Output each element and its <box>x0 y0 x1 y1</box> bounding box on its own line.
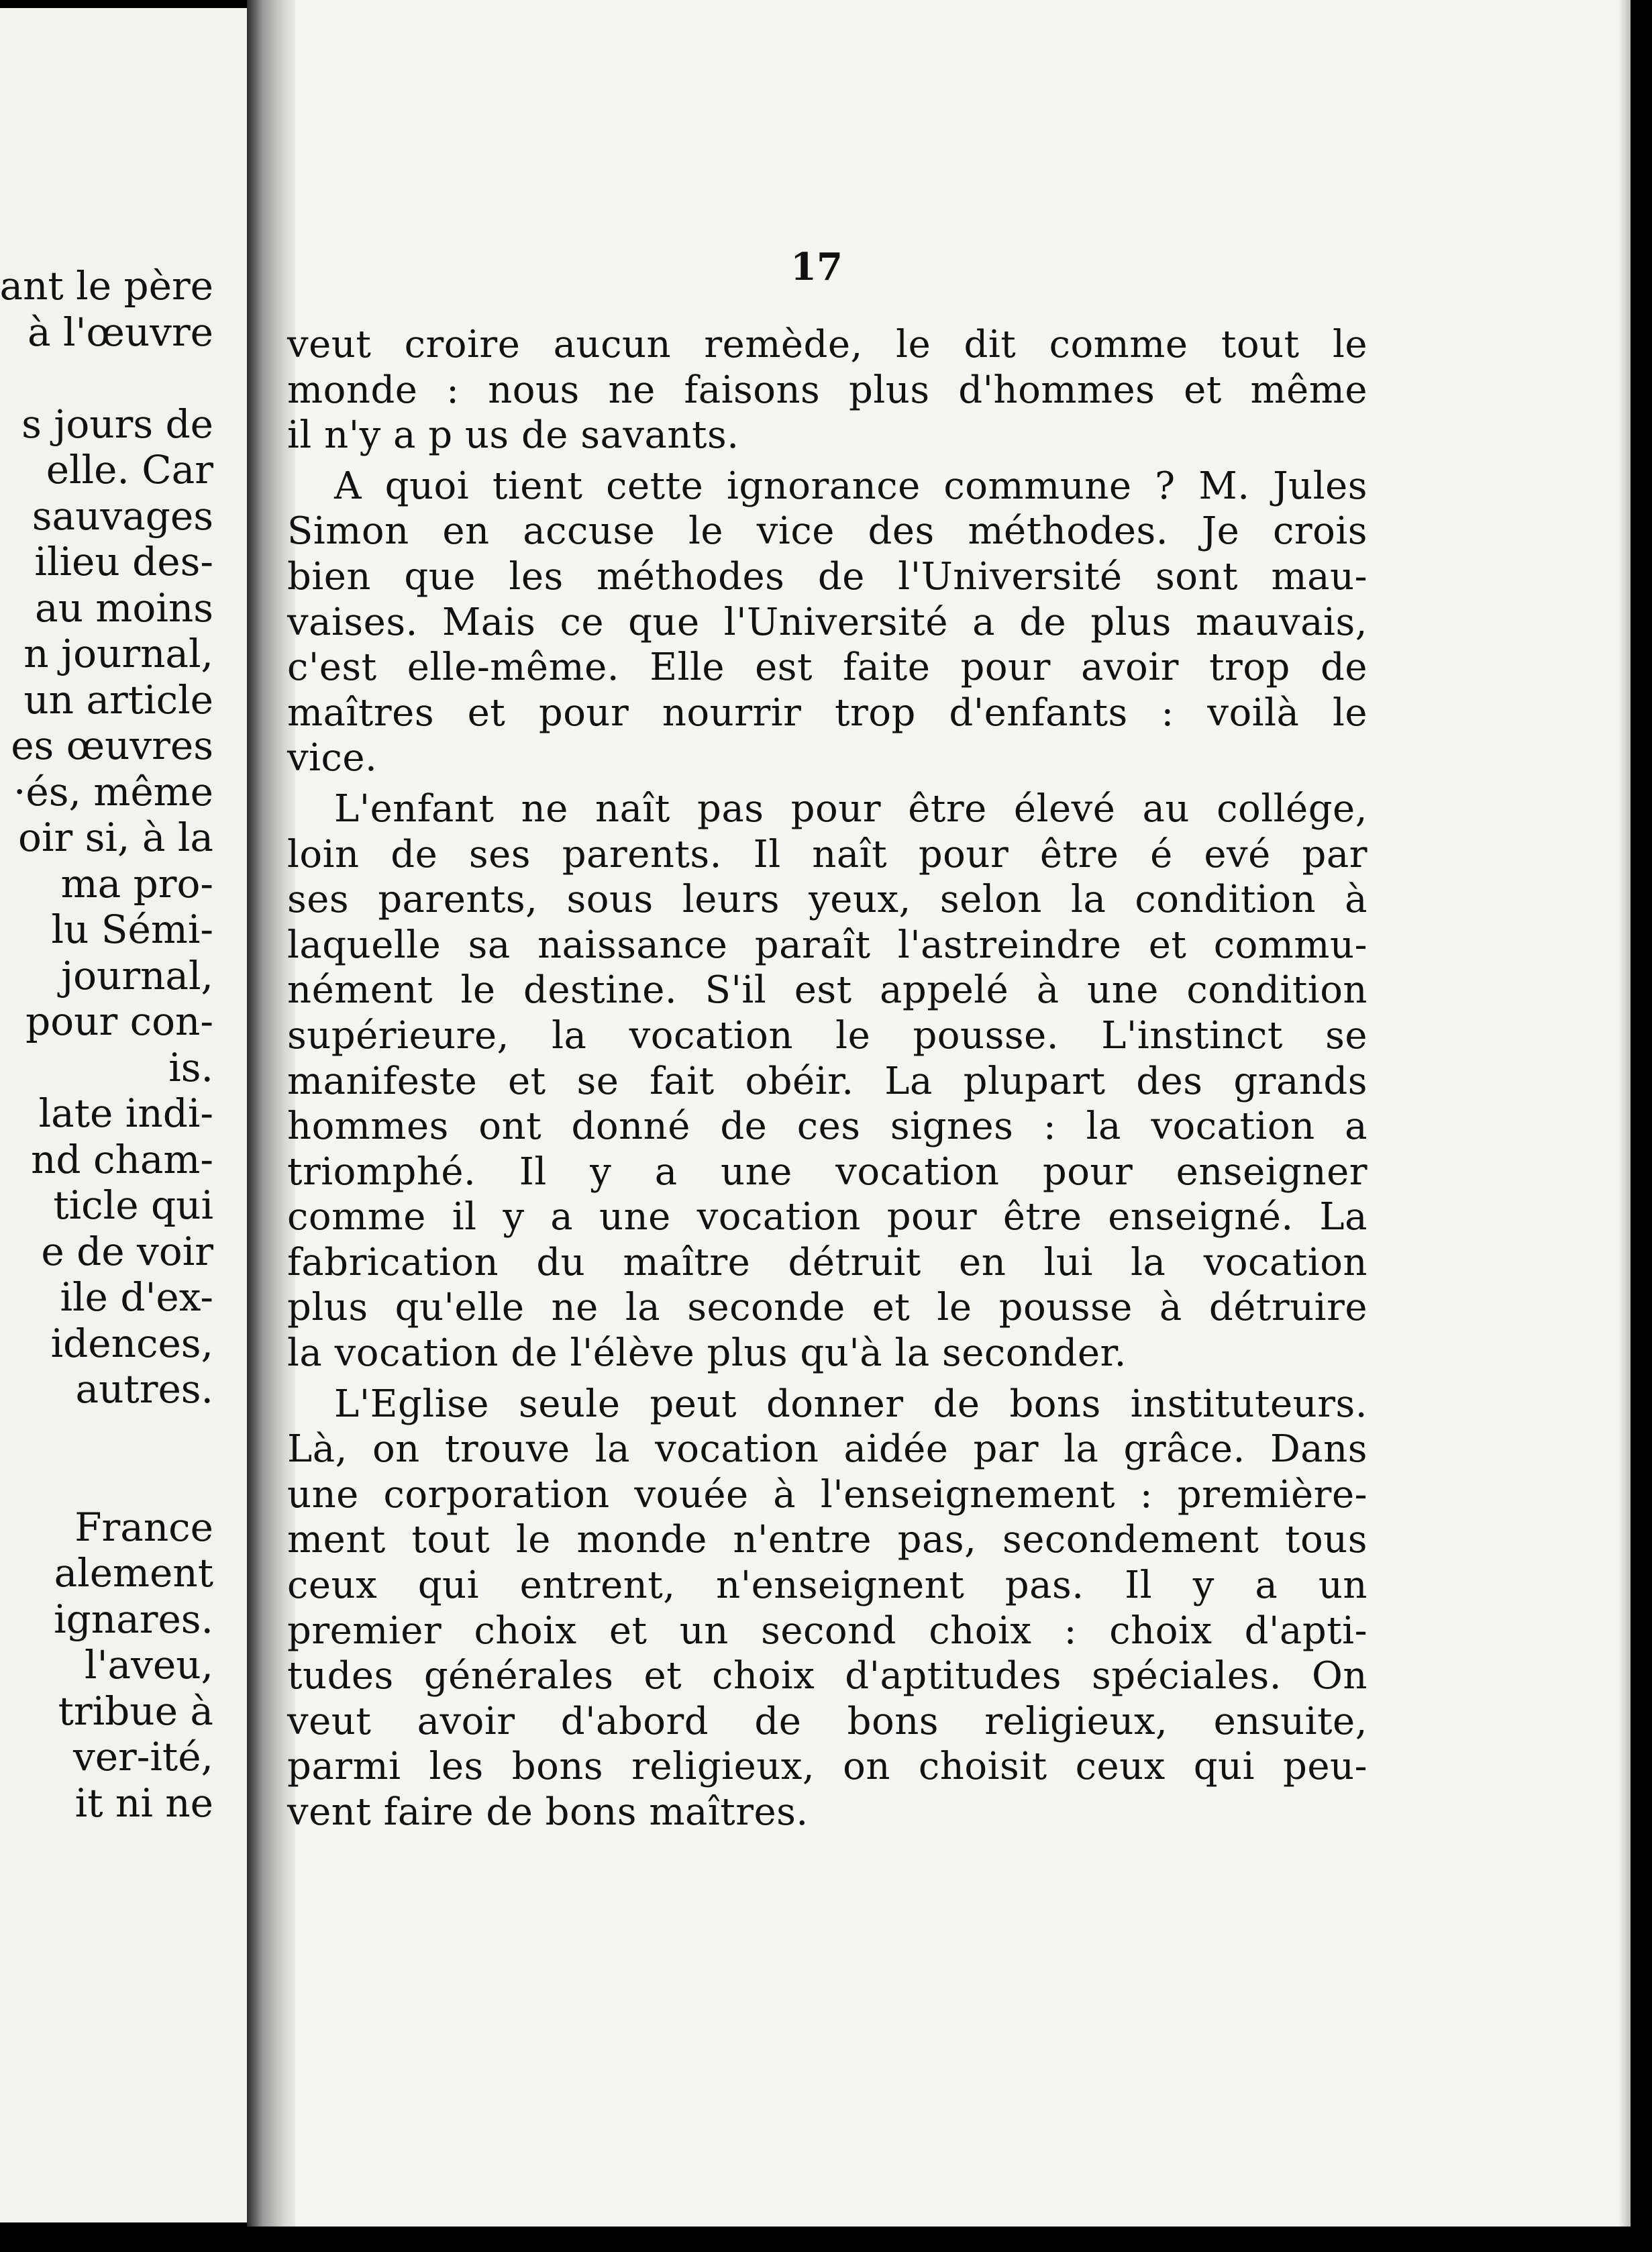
left-fragment-line: ticle qui <box>53 1182 213 1228</box>
text-line: ceux qui entrent, n'enseignent pas. Il y a un <box>287 1564 1367 1608</box>
left-fragment-line: ant le père <box>0 263 213 309</box>
text-line: laquelle sa naissance paraît l'astreindre et commu- <box>287 923 1367 967</box>
left-fragment-line: nd cham- <box>31 1136 213 1182</box>
left-fragment-line: ilieu des- <box>34 539 213 584</box>
paragraph-gap <box>287 458 1367 464</box>
text-line: comme il y a une vocation pour être enseigné. La <box>287 1195 1367 1239</box>
previous-page-fragment <box>0 8 248 2222</box>
left-fragment-line: es œuvres <box>11 723 213 768</box>
text-line: veut croire aucun remède, le dit comme tout le <box>287 323 1367 366</box>
paragraph <box>287 1382 1367 1835</box>
text-line: Simon en accuse le vice des méthodes. Je crois <box>287 509 1367 554</box>
left-fragment-line: journal, <box>61 952 213 999</box>
left-fragment-line: late indi- <box>38 1090 213 1136</box>
left-fragment-line: autres. <box>75 1366 213 1412</box>
text-line: ment tout le monde n'entre pas, secondement tous <box>287 1518 1367 1562</box>
paragraph <box>287 786 1367 1376</box>
text-line: hommes ont donné de ces signes : la vocation a <box>287 1105 1367 1149</box>
text-line: vent faire de bons maîtres. <box>287 1790 809 1834</box>
text-line: c'est elle-même. Elle est faite pour avoir trop de <box>287 646 1367 690</box>
text-line: A quoi tient cette ignorance commune ? M. Jules <box>334 464 1367 508</box>
left-fragment-line: France <box>74 1504 213 1550</box>
left-fragment-line: tribue à <box>58 1688 213 1734</box>
left-fragment-line: sauvages <box>32 493 213 539</box>
text-line: bien que les méthodes de l'Université sont mau- <box>287 554 1367 599</box>
text-line: manifeste et se fait obéir. La plupart des grands <box>287 1059 1367 1103</box>
text-line: fabrication du maître détruit en lui la vocation <box>287 1240 1367 1284</box>
left-fragment-line: s jours de <box>21 401 213 447</box>
text-line: vaises. Mais ce que l'Université a de plus mauvais, <box>287 600 1367 644</box>
body-text <box>287 322 1367 1835</box>
left-fragment-line: ignares. <box>54 1596 213 1642</box>
text-line: triomphé. Il y a une vocation pour enseigner <box>287 1149 1367 1194</box>
left-fragment-line: ma pro- <box>60 860 213 907</box>
text-line: ses parents, sous leurs yeux, selon la condition à <box>287 878 1367 922</box>
left-fragment-line: à l'œuvre <box>27 309 213 355</box>
text-line: une corporation vouée à l'enseignement : première- <box>287 1472 1367 1517</box>
page-number: 17 <box>790 245 843 289</box>
text-line: il n'y a p us de savants. <box>287 413 739 458</box>
text-line: L'enfant ne naît pas pour être élevé au collége, <box>334 786 1367 831</box>
left-fragment-line: au moins <box>35 584 213 631</box>
text-line: supérieure, la vocation le pousse. L'instinct se <box>287 1013 1367 1058</box>
text-line: premier choix et un second choix : choix d'apti- <box>287 1608 1367 1653</box>
text-line: maîtres et pour nourrir trop d'enfants : voilà le <box>287 690 1367 735</box>
left-fragment-line: elle. Car <box>46 447 213 493</box>
text-line: vice. <box>287 736 378 780</box>
text-line: Là, on trouve la vocation aidée par la grâce. Dans <box>287 1427 1367 1472</box>
paragraph-gap <box>287 1376 1367 1382</box>
text-line: monde : nous ne faisons plus d'hommes et même <box>287 368 1367 412</box>
paragraph <box>287 464 1367 781</box>
left-fragment-line: it ni ne <box>74 1780 213 1826</box>
left-fragment-line: idences, <box>50 1320 213 1366</box>
text-line: nément le destine. S'il est appelé à une condition <box>287 968 1367 1013</box>
left-fragment-line: ile d'ex- <box>60 1274 213 1320</box>
paragraph-gap <box>287 781 1367 786</box>
left-fragment-line: ·és, même <box>13 768 213 815</box>
left-fragment-line: oir si, à la <box>18 815 213 860</box>
text-line: loin de ses parents. Il naît pour être é evé par <box>287 832 1367 876</box>
left-fragment-line: lu Sémi- <box>51 907 213 952</box>
text-line: L'Eglise seule peut donner de bons instituteurs. <box>334 1382 1367 1426</box>
text-line: plus qu'elle ne la seconde et le pousse à détruire <box>287 1286 1367 1330</box>
text-line: la vocation de l'élève plus qu'à la seconder. <box>287 1331 1127 1376</box>
left-fragment-line: pour con- <box>25 999 213 1044</box>
left-fragment-line: l'aveu, <box>85 1642 213 1688</box>
left-fragment-line: e de voir <box>41 1228 213 1274</box>
text-line: parmi les bons religieux, on choisit ceux qui peu- <box>287 1745 1367 1789</box>
left-fragment-line: ver-ité, <box>72 1734 213 1780</box>
left-fragment-line: un article <box>23 676 213 723</box>
scan-bottom-edge <box>0 2227 1652 2252</box>
text-line: veut avoir d'abord de bons religieux, ensuite, <box>287 1699 1367 1743</box>
left-fragment-line: is. <box>168 1044 213 1090</box>
left-fragment-line: alement <box>54 1550 213 1596</box>
paragraph <box>287 322 1367 458</box>
text-line: tudes générales et choix d'aptitudes spéciales. On <box>287 1654 1367 1698</box>
left-fragment-line: n journal, <box>23 631 213 676</box>
